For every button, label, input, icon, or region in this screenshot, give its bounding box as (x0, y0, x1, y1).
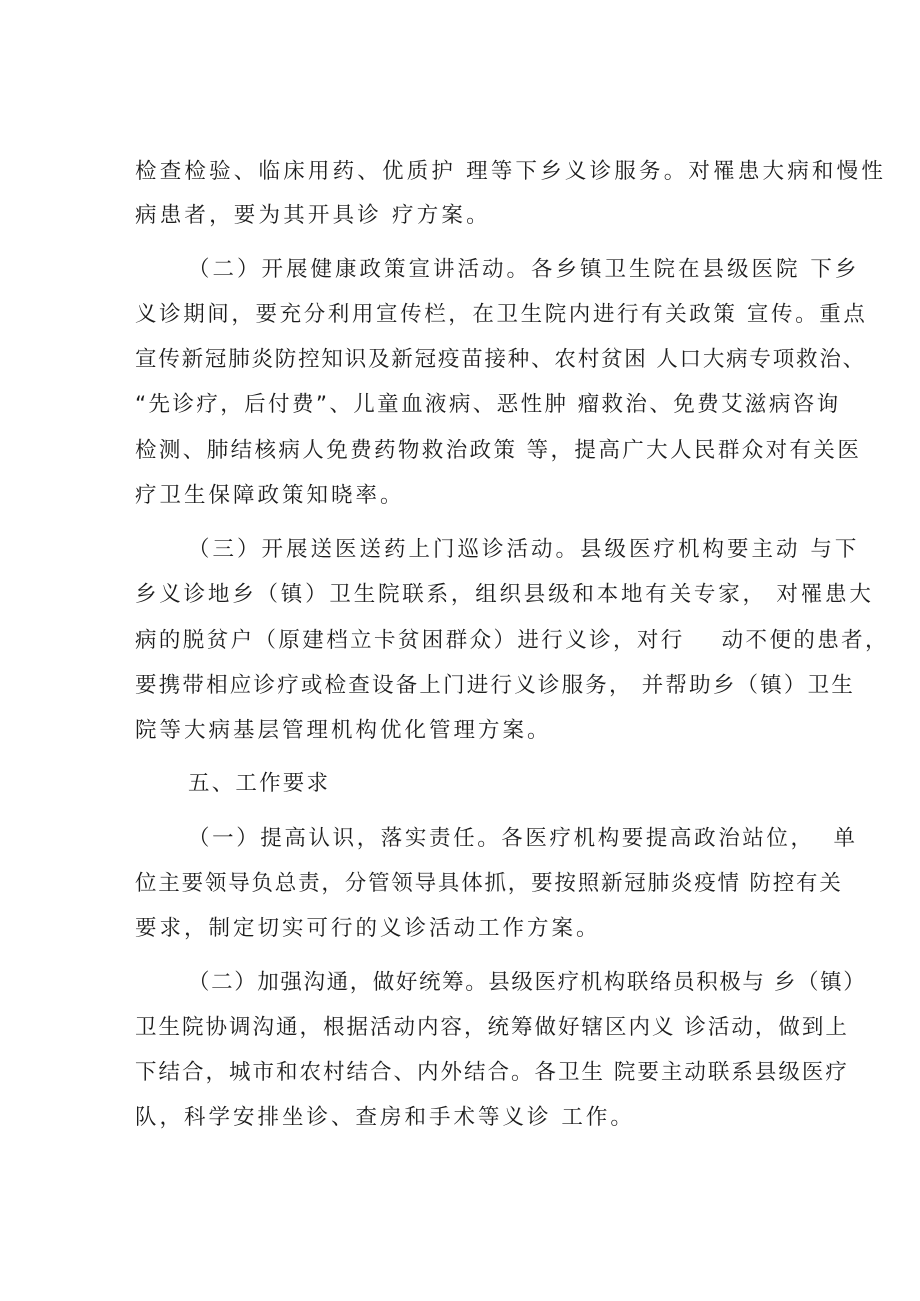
body-line-15: （一）提高认识，落实责任。各医疗机构要提高政治站位， 单 (188, 826, 858, 851)
body-line-3: （二）开展健康政策宣讲活动。各乡镇卫生院在县级医院 下乡 (188, 257, 860, 282)
body-line-19: 卫生院协调沟通，根据活动内容，统筹做好辖区内义 诊活动，做到上 (135, 1015, 849, 1040)
body-line-17: 要求，制定切实可行的义诊活动工作方案。 (135, 916, 601, 941)
body-line-1: 检查检验、临床用药、优质护 理等下乡义诊服务。对罹患大病和慢性 (135, 159, 887, 184)
body-line-8: 疗卫生保障政策知晓率。 (135, 483, 405, 508)
body-line-4: 义诊期间，要充分利用宣传栏，在卫生院内进行有关政策 宣传。重点 (135, 302, 868, 327)
body-line-6: “先诊疗，后付费”、儿童血液病、恶性肿 瘤救治、免费艾滋病咨询 (135, 392, 841, 417)
body-line-5: 宣传新冠肺炎防控知识及新冠疫苗接种、农村贫困 人口大病专项救治、 (135, 347, 866, 372)
section-heading: 五、工作要求 (188, 771, 331, 796)
body-line-13: 院等大病基层管理机构优化管理方案。 (135, 718, 552, 743)
body-line-12: 要携带相应诊疗或检查设备上门进行义诊服务， 并帮助乡（镇）卫生 (135, 673, 856, 698)
body-line-10: 乡义诊地乡（镇）卫生院联系，组织县级和本地有关专家， 对罹患大 (135, 582, 874, 607)
body-line-21: 队，科学安排坐诊、查房和手术等义诊 工作。 (135, 1105, 635, 1130)
body-line-7: 检测、肺结核病人免费药物救治政策 等，提高广大人民群众对有关医 (135, 438, 862, 463)
body-line-16: 位主要领导负总责，分管领导具体抓，要按照新冠肺炎疫情 防控有关 (135, 871, 843, 896)
body-line-20: 下结合，城市和农村结合、内外结合。各卫生 院要主动联系县级医疗 (135, 1060, 849, 1085)
body-line-11: 病的脱贫户（原建档立卡贫困群众）进行义诊，对行 动不便的患者， (135, 628, 889, 653)
body-line-18: （二）加强沟通，做好统筹。县级医疗机构联络员积极与 乡（镇） (188, 970, 867, 995)
body-line-9: （三）开展送医送药上门巡诊活动。县级医疗机构要主动 与下 (188, 537, 860, 562)
body-line-2: 病患者，要为其开具诊 疗方案。 (135, 203, 491, 228)
